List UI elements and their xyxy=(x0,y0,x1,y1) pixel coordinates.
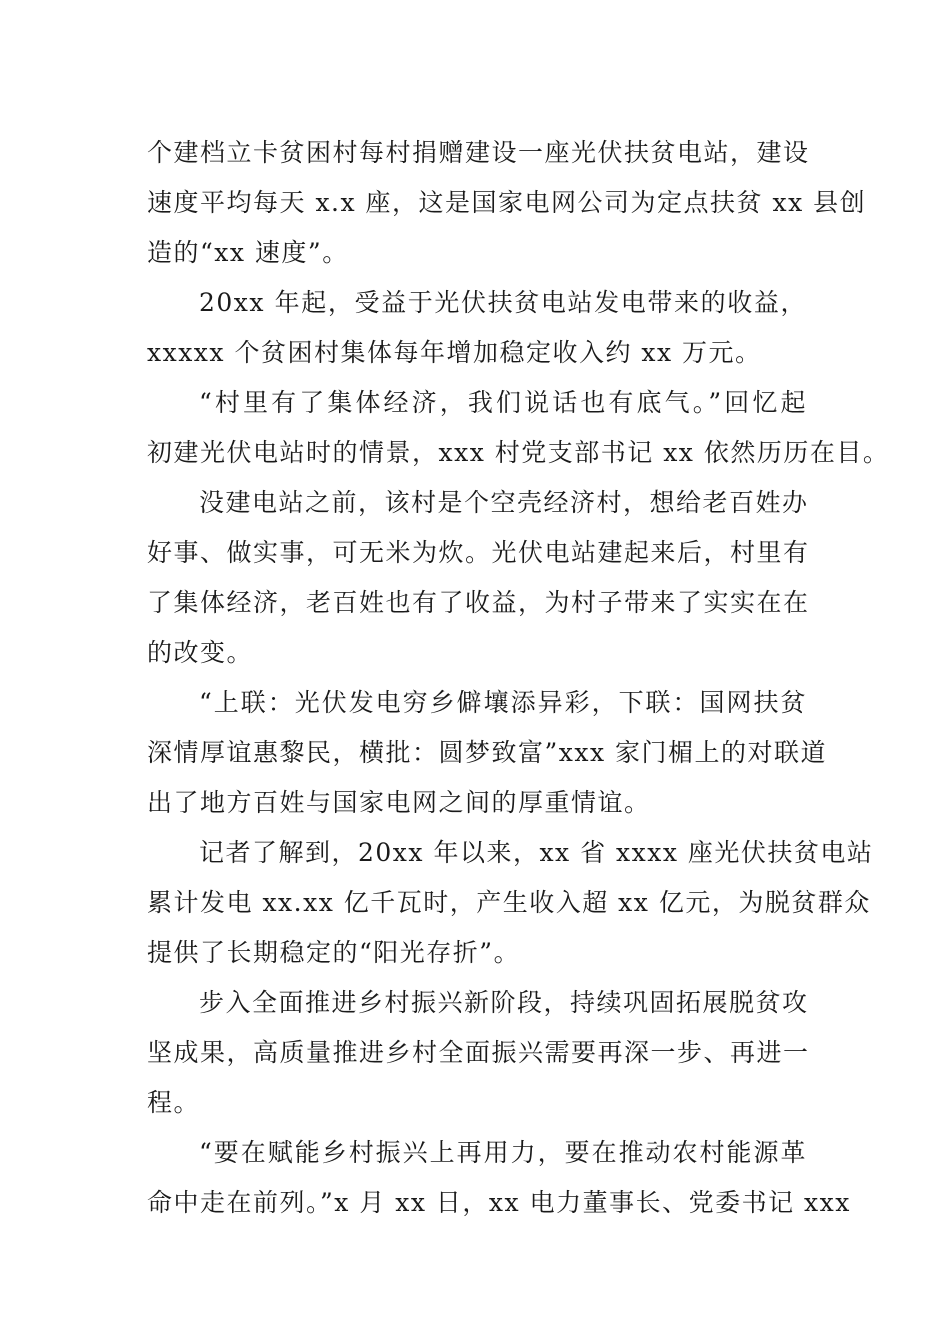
text-line: 20xx 年起，受益于光伏扶贫电站发电带来的收益， xyxy=(199,288,807,317)
paragraph xyxy=(147,128,867,278)
text-line: “要在赋能乡村振兴上再用力，要在推动农村能源革 xyxy=(199,1138,807,1167)
paragraph xyxy=(147,978,810,1128)
text-line: xxxxx 个贫困村集体每年增加稳定收入约 xx 万元。 xyxy=(147,338,762,367)
paragraph xyxy=(147,1128,851,1228)
text-line: 没建电站之前，该村是个空壳经济村，想给老百姓办 xyxy=(199,488,809,517)
text-line: 记者了解到，20xx 年以来，xx 省 xxxx 座光伏扶贫电站 xyxy=(199,838,874,867)
document-page xyxy=(147,128,890,1228)
text-line: 程。 xyxy=(147,1088,201,1117)
paragraph xyxy=(147,478,810,678)
text-line: 初建光伏电站时的情景，xxx 村党支部书记 xx 依然历历在目。 xyxy=(147,438,890,467)
text-line: 了集体经济，老百姓也有了收益，为村子带来了实实在在 xyxy=(147,588,810,617)
paragraph xyxy=(147,378,890,478)
text-line: 个建档立卡贫困村每村捐赠建设一座光伏扶贫电站，建设 xyxy=(147,138,810,167)
text-line: 好事、做实事，可无米为炊。光伏电站建起来后，村里有 xyxy=(147,538,810,567)
paragraph xyxy=(147,828,874,978)
text-line: “村里有了集体经济，我们说话也有底气。”回忆起 xyxy=(199,388,807,417)
text-line: 速度平均每天 x.x 座，这是国家电网公司为定点扶贫 xx 县创 xyxy=(147,188,867,217)
text-line: 出了地方百姓与国家电网之间的厚重情谊。 xyxy=(147,788,651,817)
text-line: “上联：光伏发电穷乡僻壤添异彩，下联：国网扶贫 xyxy=(199,688,807,717)
text-line: 坚成果，高质量推进乡村全面振兴需要再深一步、再进一 xyxy=(147,1038,810,1067)
paragraph xyxy=(147,278,807,378)
text-line: 的改变。 xyxy=(147,638,254,667)
text-line: 提供了长期稳定的“阳光存折”。 xyxy=(147,938,521,967)
text-line: 命中走在前列。”x 月 xx 日，xx 电力董事长、党委书记 xxx xyxy=(147,1188,851,1217)
text-line: 造的“xx 速度”。 xyxy=(147,238,349,267)
text-line: 累计发电 xx.xx 亿千瓦时，产生收入超 xx 亿元，为脱贫群众 xyxy=(147,888,871,917)
text-line: 步入全面推进乡村振兴新阶段，持续巩固拓展脱贫攻 xyxy=(199,988,809,1017)
text-line: 深情厚谊惠黎民，横批：圆梦致富”xxx 家门楣上的对联道 xyxy=(147,738,828,767)
paragraph xyxy=(147,678,828,828)
